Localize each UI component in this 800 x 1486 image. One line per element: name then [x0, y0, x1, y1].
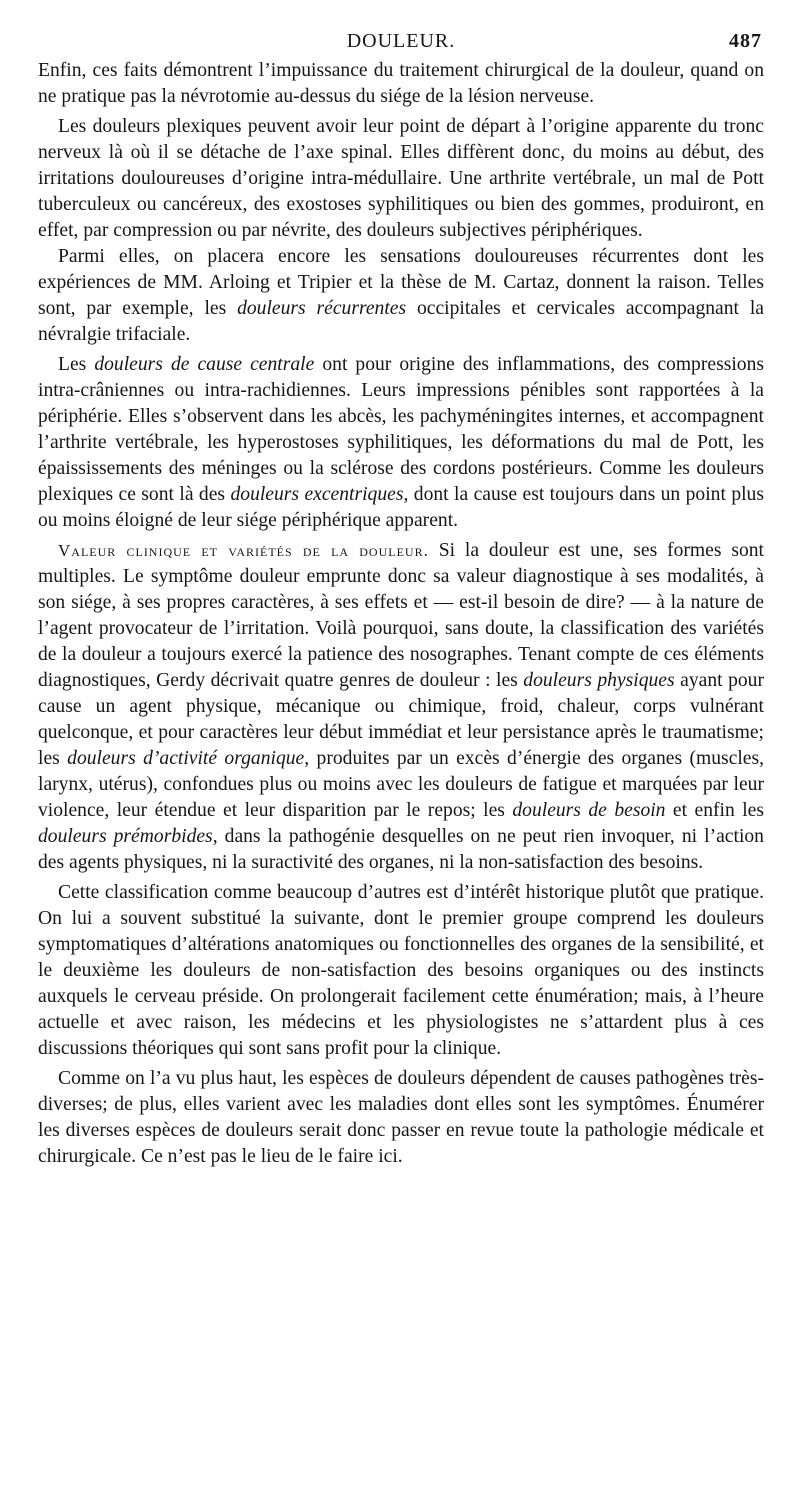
page	[38, 30, 764, 1170]
paragraph-3-text-end: occipitales et cervicales accompagnant la névralgie trifaciale.	[38, 298, 764, 345]
paragraph-6: Cette classification comme beaucoup d’autres est d’intérêt historique plutôt que pratique. On lui a souvent substitué la suivante, dont le premier groupe comprend les douleurs symptomatiques d’altérations anatomiques ou fonctionnelles des organes de la sensibilité, et le deuxième les douleurs de non-satisfaction des besoins organiques ou des instincts auxquels le cerveau préside. On prolongerait facilement cette énumération; mais, à l’heure actuelle et avec raison, les médecins et les physiologistes ne s’attardent plus à ces discussions théoriques qui sont sans profit pour la clinique.	[38, 882, 764, 1059]
running-title: DOULEUR.	[346, 30, 456, 52]
section-heading: Valeur clinique et variétés de la douleur.	[58, 541, 429, 560]
paragraph-5-text-3: , produites par un excès d’énergie des organes (muscles, larynx, utérus), confondues plus ou moins avec les douleurs de fatigue et marquées par leur violence, leur étendue et leur disparition par le repos; les	[38, 748, 765, 821]
paragraph-2: Les douleurs plexiques peuvent avoir leur point de départ à l’origine apparente du tronc nerveux là où il se détache de l’axe spinal. Elles diffèrent donc, du moins au début, des irritations douloureuses d’origine intra-médullaire. Une arthrite vertébrale, un mal de Pott tuberculeux ou cancéreux, des exostoses syphilitiques ou bien des gommes, produiront, en effet, par compression ou par névrite, des douleurs subjectives périphériques.	[38, 116, 764, 241]
paragraph-5-emphasis-2: douleurs d’activité organique	[67, 748, 305, 769]
paragraph-3-emphasis: douleurs récurrentes	[237, 298, 407, 319]
running-head	[38, 30, 764, 58]
paragraph-5	[38, 538, 764, 876]
paragraph-7: Comme on l’a vu plus haut, les espèces de douleurs dépendent de causes pathogènes très-diverses; de plus, elles varient avec les maladies dont elles sont les symptômes. Énumérer les diverses espèces de douleurs serait donc passer en revue toute la pathologie médicale et chirurgicale. Ce n’est pas le lieu de le faire ici.	[38, 1068, 764, 1167]
paragraph-3-text: Parmi elles, on placera encore les sensations douloureuses récurrentes dont les expériences de MM. Arloing et Tripier et la thèse de M. Cartaz, donnent la raison. Telles sont, par exemple, les	[38, 246, 764, 319]
paragraph-1: Enfin, ces faits démontrent l’impuissance du traitement chirurgical de la douleur, quand on ne pratique pas la névrotomie au-dessus du siége de la lésion nerveuse.	[38, 60, 764, 107]
page-number: 487	[729, 30, 762, 52]
paragraph-5-text-5: , dans la pathogénie desquelles on ne peut rien invoquer, ni l’action des agents physiques, ni la suractivité des organes, ni la non-satisfaction des besoins.	[38, 826, 764, 873]
paragraph-4	[38, 352, 764, 534]
paragraph-4-emphasis-2: douleurs excentriques	[230, 484, 404, 505]
paragraph-5-text-2: ayant pour cause un agent physique, mécanique ou chimique, froid, chaleur, corps vulnérant quelconque, et pour caractères leur début immédiat et leur persistance après le traumatisme; les	[38, 670, 764, 769]
paragraph-4-text-mid: ont pour origine des inflammations, des compressions intra-crâniennes ou intra-rachidiennes. Leurs impressions pénibles sont rapportées à la périphérie. Elles s’observent dans les abcès, les pachyméningites internes, et accompagnent l’arthrite vertébrale, les hyperostoses syphilitiques, les déformations du mal de Pott, les épaississements des méninges ou la sclérose des cordons postérieurs. Comme les douleurs plexiques ce sont là des	[38, 354, 764, 505]
paragraph-3	[38, 244, 764, 348]
paragraph-5-text-4: et enfin les	[665, 800, 764, 821]
paragraph-5-emphasis-4: douleurs prémorbides	[38, 826, 213, 847]
paragraph-5-text-1: Si la douleur est une, ses formes sont multiples. Le symptôme douleur emprunte donc sa valeur diagnostique à ses modalités, à son siége, à ses propres caractères, à ses effets et — est-il besoin de dire? — à la nature de l’agent provocateur de l’irritation. Voilà pourquoi, sans doute, la classification des variétés de la douleur a toujours exercé la patience des nosographes. Tenant compte de ces éléments diagnostiques, Gerdy décrivait quatre genres de douleur : les	[38, 540, 765, 691]
paragraph-5-emphasis-3: douleurs de besoin	[512, 800, 666, 821]
paragraph-5-emphasis-1: douleurs physiques	[523, 670, 675, 691]
paragraph-4-emphasis: douleurs de cause centrale	[94, 354, 315, 375]
paragraph-4-text-end: , dont la cause est toujours dans un point plus ou moins éloigné de leur siége périphérique apparent.	[38, 484, 764, 531]
paragraph-4-text: Les	[58, 354, 95, 375]
